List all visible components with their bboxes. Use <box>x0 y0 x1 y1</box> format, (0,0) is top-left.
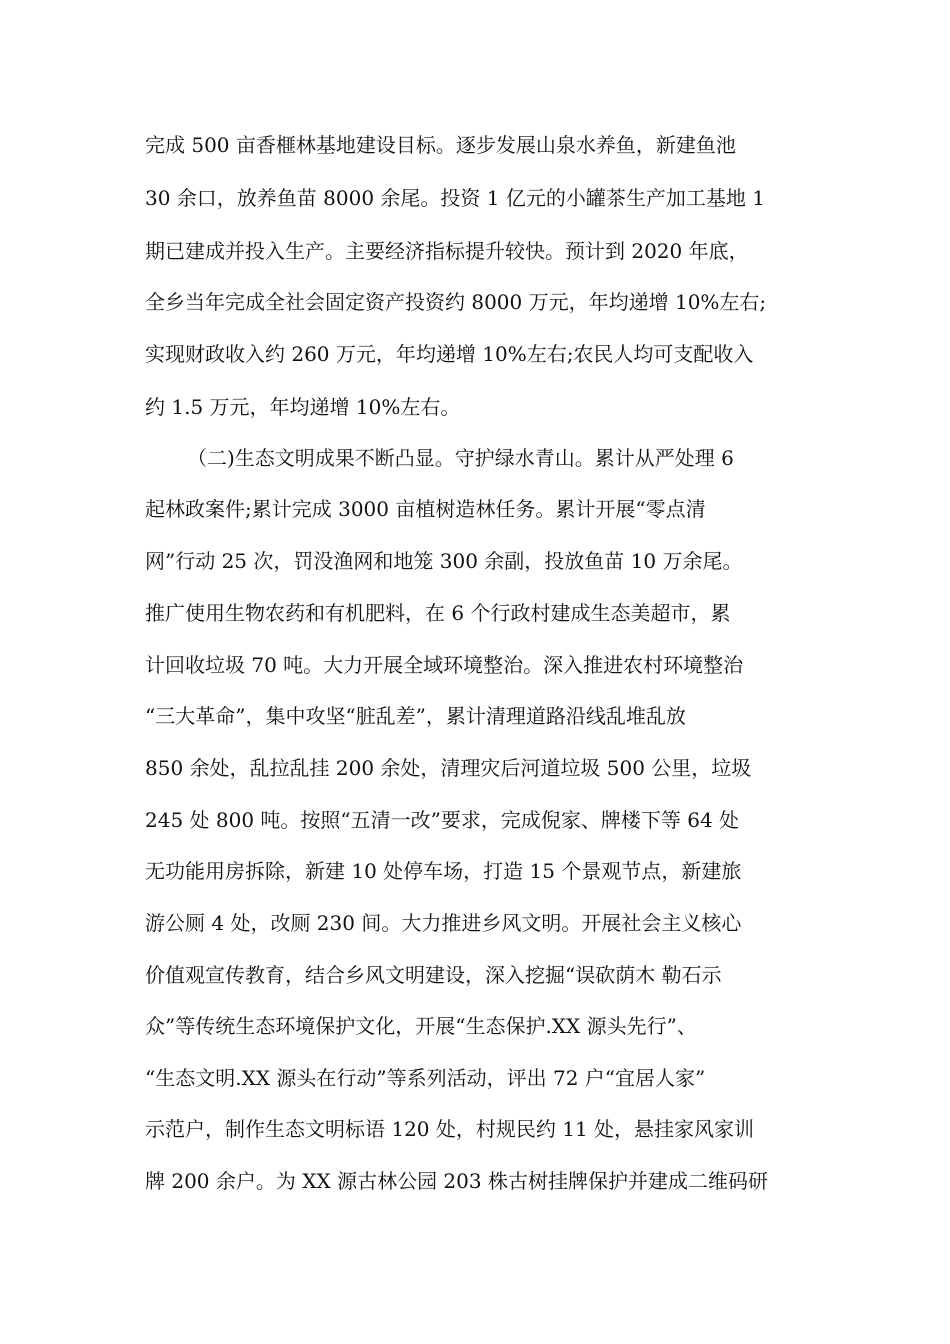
text-line-1: 完成 500 亩香榧林基地建设目标。逐步发展山泉水养鱼，新建鱼池 <box>145 133 736 157</box>
text-line-17: 价值观宣传教育，结合乡风文明建设，深入挖掘“误砍荫木 勒石示 <box>145 963 722 987</box>
text-line-6: 约 1.5 万元，年均递增 10%左右。 <box>145 395 461 419</box>
text-line-7: （二)生态文明成果不断凸显。守护绿水青山。累计从严处理 6 <box>187 446 734 470</box>
text-line-21: 牌 200 余户。为 XX 源古林公园 203 株古树挂牌保护并建成二维码研 <box>145 1169 768 1193</box>
text-line-19: “生态文明.XX 源头在行动”等系列活动，评出 72 户“宜居人家” <box>145 1066 706 1090</box>
text-line-3: 期已建成并投入生产。主要经济指标提升较快。预计到 2020 年底， <box>145 239 749 263</box>
text-line-8: 起林政案件;累计完成 3000 亩植树造林任务。累计开展“零点清 <box>145 497 706 521</box>
text-line-12: “三大革命”，集中攻坚“脏乱差”，累计清理道路沿线乱堆乱放 <box>145 704 686 728</box>
text-line-11: 计回收垃圾 70 吨。大力开展全域环境整治。深入推进农村环境整治 <box>145 653 744 677</box>
text-line-13: 850 余处，乱拉乱挂 200 余处，清理灾后河道垃圾 500 公里，垃圾 <box>145 756 752 780</box>
text-line-5: 实现财政收入约 260 万元，年均递增 10%左右;农民人均可支配收入 <box>145 342 754 366</box>
text-line-9: 网”行动 25 次，罚没渔网和地笼 300 余副，投放鱼苗 10 万余尾。 <box>145 549 743 573</box>
text-line-4: 全乡当年完成全社会固定资产投资约 8000 万元，年均递增 10%左右; <box>145 290 767 314</box>
text-line-2: 30 余口，放养鱼苗 8000 余尾。投资 1 亿元的小罐茶生产加工基地 1 <box>145 186 765 210</box>
text-line-10: 推广使用生物农药和有机肥料，在 6 个行政村建成生态美超市，累 <box>145 601 731 625</box>
text-line-20: 示范户，制作生态文明标语 120 处，村规民约 11 处，悬挂家风家训 <box>145 1117 755 1141</box>
text-line-16: 游公厕 4 处，改厕 230 间。大力推进乡风文明。开展社会主义核心 <box>145 911 742 935</box>
text-line-18: 众”等传统生态环境保护文化，开展“生态保护.XX 源头先行”、 <box>145 1014 697 1038</box>
text-line-14: 245 处 800 吨。按照“五清一改”要求，完成倪家、牌楼下等 64 处 <box>145 808 740 832</box>
text-line-15: 无功能用房拆除，新建 10 处停车场，打造 15 个景观节点，新建旅 <box>145 859 742 883</box>
